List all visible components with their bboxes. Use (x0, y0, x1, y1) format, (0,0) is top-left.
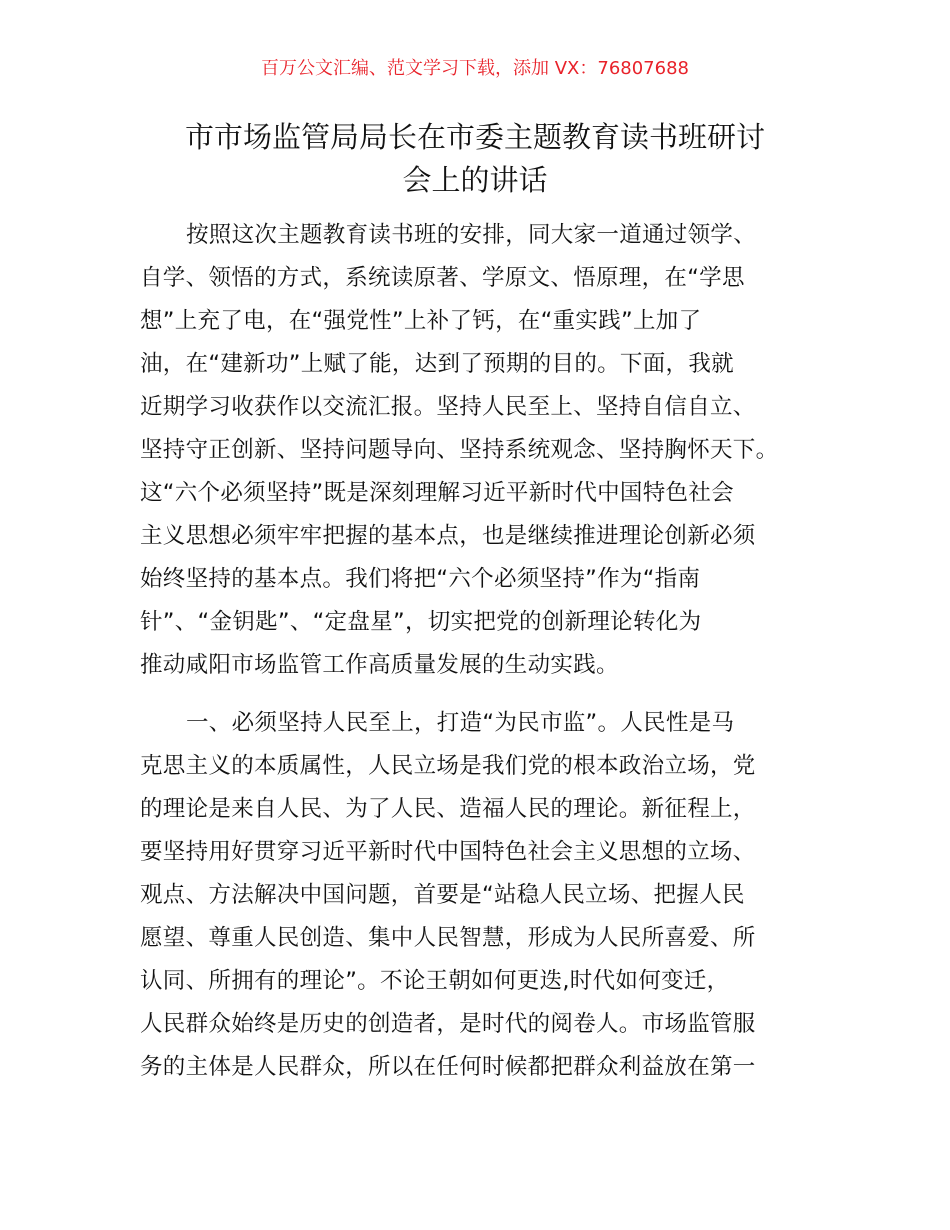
text-line: 自学、领悟的方式，系统读原著、学原文、悟原理，在“学思 (140, 265, 745, 291)
text-line: 认同、所拥有的理论”。不论王朝如何更迭,时代如何变迁， (140, 968, 730, 994)
text-line: 油，在“建新功”上赋了能，达到了预期的目的。下面，我就 (140, 351, 734, 377)
text-line: 针”、“金钥匙”、“定盘星”，切实把党的创新理论转化为 (140, 609, 702, 635)
text-line: 推动咸阳市场监管工作高质量发展的生动实践。 (140, 652, 619, 678)
paragraph-section-one (140, 702, 830, 1089)
title-line: 会上的讲话 (402, 163, 548, 197)
paragraph-intro (140, 214, 830, 687)
text-line: 克思主义的本质属性，人民立场是我们党的根本政治立场，党 (140, 753, 756, 779)
text-line: 主义思想必须牢牢把握的基本点，也是继续推进理论创新必须 (140, 523, 756, 549)
text-line: 人民群众始终是历史的创造者，是时代的阅卷人。市场监管服 (140, 1011, 756, 1037)
paragraph-spacer (140, 687, 830, 702)
header-watermark-note: 百万公文汇编、范文学习下载，添加 VX：76807688 (261, 58, 689, 79)
text-line: 观点、方法解决中国问题，首要是“站稳人民立场、把握人民 (140, 882, 745, 908)
text-line: 坚持守正创新、坚持问题导向、坚持系统观念、坚持胸怀天下。 (140, 437, 779, 463)
text-line: 的理论是来自人民、为了人民、造福人民的理论。新征程上， (140, 796, 756, 822)
text-line: 要坚持用好贯穿习近平新时代中国特色社会主义思想的立场、 (140, 839, 756, 865)
text-line: 一、必须坚持人民至上，打造“为民市监”。人民性是马 (186, 710, 735, 736)
title-line: 市市场监管局局长在市委主题教育读书班研讨 (184, 120, 765, 154)
text-line: 按照这次主题教育读书班的安排，同大家一道通过领学、 (186, 222, 757, 248)
text-line: 这“六个必须坚持”既是深刻理解习近平新时代中国特色社会 (140, 480, 734, 506)
document-body (140, 214, 830, 1089)
text-line: 想”上充了电，在“强党性”上补了钙，在“重实践”上加了 (140, 308, 702, 334)
text-line: 始终坚持的基本点。我们将把“六个必须坚持”作为“指南 (140, 566, 701, 592)
text-line: 近期学习收获作以交流汇报。坚持人民至上、坚持自信自立、 (140, 394, 756, 420)
text-line: 愿望、尊重人民创造、集中人民智慧，形成为人民所喜爱、所 (140, 925, 756, 951)
document-title (140, 116, 810, 202)
text-line: 务的主体是人民群众，所以在任何时候都把群众利益放在第一 (140, 1054, 756, 1080)
